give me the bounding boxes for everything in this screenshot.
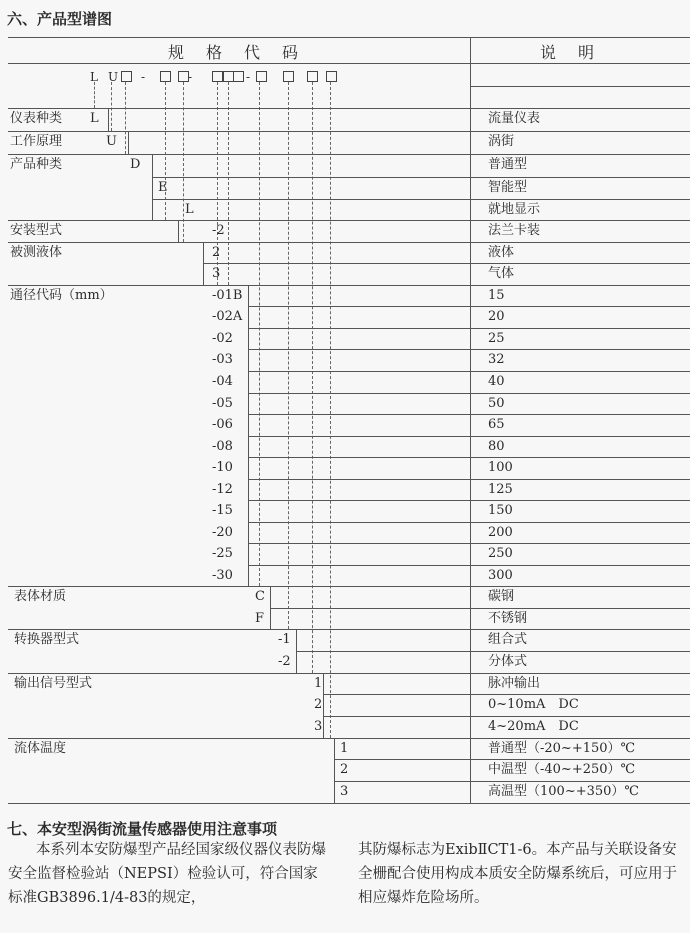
rule-horizontal xyxy=(323,694,470,695)
rule-horizontal xyxy=(248,565,470,566)
guide-dashed xyxy=(125,82,126,154)
rule-horizontal xyxy=(8,37,690,38)
description-value: 300 xyxy=(488,568,513,583)
code-value: L xyxy=(185,202,194,217)
group-label: 产品种类 xyxy=(10,157,63,172)
description-value: 4~20mA DC xyxy=(488,719,579,734)
description-value: 100 xyxy=(488,460,513,475)
guide-dashed xyxy=(228,82,229,285)
rule-horizontal xyxy=(248,500,470,501)
rule-horizontal xyxy=(470,651,690,652)
rule-vertical xyxy=(334,738,335,803)
rule-horizontal xyxy=(470,738,690,739)
description-value: 普通型 xyxy=(488,157,528,172)
description-value: 碳钢 xyxy=(488,589,515,604)
group-label: 安装型式 xyxy=(10,223,63,238)
rule-horizontal xyxy=(152,177,470,178)
description-value: 125 xyxy=(488,482,513,497)
code-value: 2 xyxy=(212,245,221,260)
code-dash-1: - xyxy=(141,70,146,84)
group-label: 转换器型式 xyxy=(14,632,80,647)
rule-horizontal xyxy=(470,414,690,415)
rule-horizontal xyxy=(248,371,470,372)
code-value: 2 xyxy=(314,697,323,712)
code-value: U xyxy=(106,134,117,149)
rule-vertical xyxy=(178,220,179,242)
rule-vertical xyxy=(128,131,129,154)
code-value: -15 xyxy=(212,503,233,518)
header-spec-code: 规格代码 xyxy=(168,43,321,62)
description-value: 25 xyxy=(488,331,505,346)
rule-vertical xyxy=(323,673,324,738)
rule-horizontal xyxy=(470,154,690,155)
group-label: 表体材质 xyxy=(14,589,67,604)
rule-horizontal xyxy=(248,328,470,329)
code-value: -25 xyxy=(212,546,233,561)
rule-horizontal xyxy=(8,154,470,155)
rule-horizontal xyxy=(470,86,690,87)
description-value: 脉冲输出 xyxy=(488,676,541,691)
rule-horizontal xyxy=(470,306,690,307)
description-value: 普通型（-20~+150）℃ xyxy=(488,741,636,756)
description-value: 高温型（100~+350）℃ xyxy=(488,784,639,799)
description-value: 涡街 xyxy=(488,134,515,149)
rule-horizontal xyxy=(470,371,690,372)
code-value: L xyxy=(90,111,99,126)
description-value: 就地显示 xyxy=(488,202,541,217)
rule-horizontal xyxy=(152,199,470,200)
code-value: 3 xyxy=(314,719,323,734)
rule-horizontal xyxy=(248,349,470,350)
code-slot-box xyxy=(256,71,267,82)
rule-horizontal xyxy=(470,393,690,394)
rule-horizontal xyxy=(323,716,470,717)
code-value: F xyxy=(255,611,265,626)
section-7-paragraph-right: 其防爆标志为ExibⅡCT1-6。本产品与关联设备安全栅配合使用构成本质安全防爆系统后，可应用于相应爆炸危险场所。 xyxy=(358,842,677,906)
code-value: 3 xyxy=(212,266,221,281)
rule-horizontal xyxy=(8,242,470,243)
code-letter-u: U xyxy=(108,70,119,84)
rule-horizontal xyxy=(248,522,470,523)
code-letter-l: L xyxy=(90,70,98,84)
code-value: -02A xyxy=(212,309,243,324)
code-slot-box xyxy=(160,71,171,82)
rule-horizontal xyxy=(8,673,470,674)
guide-dashed xyxy=(259,82,260,586)
rule-horizontal xyxy=(470,629,690,630)
description-value: 组合式 xyxy=(488,632,528,647)
description-value: 40 xyxy=(488,374,505,389)
code-slot-box xyxy=(178,71,189,82)
description-value: 200 xyxy=(488,525,513,540)
rule-vertical xyxy=(470,37,471,803)
rule-horizontal xyxy=(203,263,470,264)
rule-horizontal xyxy=(8,131,470,132)
code-value: -20 xyxy=(212,525,233,540)
section-7-paragraph-left: 本系列本安防爆型产品经国家级仪器仪表防爆安全监督检验站（NEPSI）检验认可，符合国家标准GB3896.1/4-83的规定， xyxy=(8,842,326,906)
code-value: -1 xyxy=(278,632,291,647)
code-value: 3 xyxy=(340,784,349,799)
description-value: 流量仪表 xyxy=(488,111,541,126)
code-value: 2 xyxy=(340,762,349,777)
group-label: 工作原理 xyxy=(10,134,63,149)
rule-horizontal xyxy=(270,608,470,609)
code-slot-box xyxy=(307,71,318,82)
guide-dashed xyxy=(330,82,331,738)
guide-dashed xyxy=(183,82,184,242)
description-value: 不锈钢 xyxy=(488,611,528,626)
code-value: -10 xyxy=(212,460,233,475)
rule-horizontal xyxy=(470,565,690,566)
rule-horizontal xyxy=(8,738,470,739)
group-label: 流体温度 xyxy=(14,741,67,756)
rule-horizontal xyxy=(470,328,690,329)
description-value: 50 xyxy=(488,396,505,411)
rule-horizontal xyxy=(470,586,690,587)
code-value: C xyxy=(255,589,265,604)
section-7-title: 七、本安型涡街流量传感器使用注意事项 xyxy=(7,820,278,838)
code-dash-2: - xyxy=(188,70,193,84)
rule-horizontal xyxy=(248,306,470,307)
header-description: 说明 xyxy=(540,43,617,62)
description-value: 15 xyxy=(488,288,505,303)
rule-horizontal xyxy=(470,608,690,609)
guide-dashed xyxy=(312,82,313,673)
rule-horizontal xyxy=(470,500,690,501)
code-value: -04 xyxy=(212,374,233,389)
code-value: -01B xyxy=(212,288,243,303)
rule-horizontal xyxy=(470,220,690,221)
code-value: -03 xyxy=(212,352,233,367)
guide-dashed xyxy=(111,82,112,131)
group-label: 输出信号型式 xyxy=(14,676,93,691)
rule-horizontal xyxy=(248,393,470,394)
description-value: 法兰卡装 xyxy=(488,223,541,238)
code-slot-box xyxy=(233,71,244,82)
rule-horizontal xyxy=(470,285,690,286)
code-value: -02 xyxy=(212,331,233,346)
rule-horizontal xyxy=(470,716,690,717)
rule-horizontal xyxy=(470,177,690,178)
description-value: 250 xyxy=(488,546,513,561)
section-6-title: 六、产品型谱图 xyxy=(7,10,113,28)
rule-horizontal xyxy=(470,781,690,782)
description-value: 20 xyxy=(488,309,505,324)
rule-horizontal xyxy=(8,803,690,804)
description-value: 32 xyxy=(488,352,505,367)
description-value: 气体 xyxy=(488,266,515,281)
description-value: 0~10mA DC xyxy=(488,697,579,712)
code-value: -08 xyxy=(212,439,233,454)
code-slot-box xyxy=(283,71,294,82)
rule-horizontal xyxy=(8,586,470,587)
group-label: 仪表种类 xyxy=(10,111,63,126)
code-value: -2 xyxy=(278,654,291,669)
rule-horizontal xyxy=(8,629,470,630)
rule-horizontal xyxy=(470,694,690,695)
rule-horizontal xyxy=(334,759,470,760)
code-dash-3: - xyxy=(246,70,251,84)
description-value: 中温型（-40~+250）℃ xyxy=(488,762,636,777)
code-value: 1 xyxy=(340,741,349,756)
rule-horizontal xyxy=(470,457,690,458)
description-value: 智能型 xyxy=(488,180,528,195)
rule-horizontal xyxy=(470,673,690,674)
rule-horizontal xyxy=(470,543,690,544)
rule-horizontal xyxy=(8,220,470,221)
description-value: 液体 xyxy=(488,245,515,260)
description-value: 150 xyxy=(488,503,513,518)
code-slot-box xyxy=(121,71,132,82)
rule-horizontal xyxy=(8,63,690,64)
rule-horizontal xyxy=(248,457,470,458)
rule-horizontal xyxy=(470,436,690,437)
rule-horizontal xyxy=(470,108,690,109)
description-value: 65 xyxy=(488,417,505,432)
description-value: 分体式 xyxy=(488,654,528,669)
rule-horizontal xyxy=(470,522,690,523)
guide-dashed xyxy=(288,82,289,629)
group-label: 被测液体 xyxy=(10,245,63,260)
code-value: 1 xyxy=(314,676,323,691)
code-value: D xyxy=(130,157,141,172)
rule-horizontal xyxy=(248,479,470,480)
rule-horizontal xyxy=(296,651,470,652)
guide-dashed xyxy=(94,82,95,108)
code-value: -05 xyxy=(212,396,233,411)
code-value: -12 xyxy=(212,482,233,497)
group-label: 通径代码（mm） xyxy=(10,288,113,303)
rule-vertical xyxy=(152,154,153,220)
code-value: -06 xyxy=(212,417,233,432)
rule-horizontal xyxy=(470,263,690,264)
rule-horizontal xyxy=(248,414,470,415)
rule-horizontal xyxy=(248,543,470,544)
rule-horizontal xyxy=(470,759,690,760)
code-value: -2 xyxy=(212,223,225,238)
rule-horizontal xyxy=(8,285,470,286)
code-slot-box xyxy=(212,71,223,82)
rule-horizontal xyxy=(8,108,470,109)
rule-horizontal xyxy=(470,479,690,480)
rule-horizontal xyxy=(470,242,690,243)
description-value: 80 xyxy=(488,439,505,454)
code-value: E xyxy=(158,180,168,195)
rule-horizontal xyxy=(248,436,470,437)
code-value: -30 xyxy=(212,568,233,583)
rule-horizontal xyxy=(470,131,690,132)
rule-horizontal xyxy=(470,349,690,350)
rule-horizontal xyxy=(334,781,470,782)
rule-horizontal xyxy=(470,199,690,200)
code-slot-box xyxy=(326,71,337,82)
rule-vertical xyxy=(108,108,109,131)
